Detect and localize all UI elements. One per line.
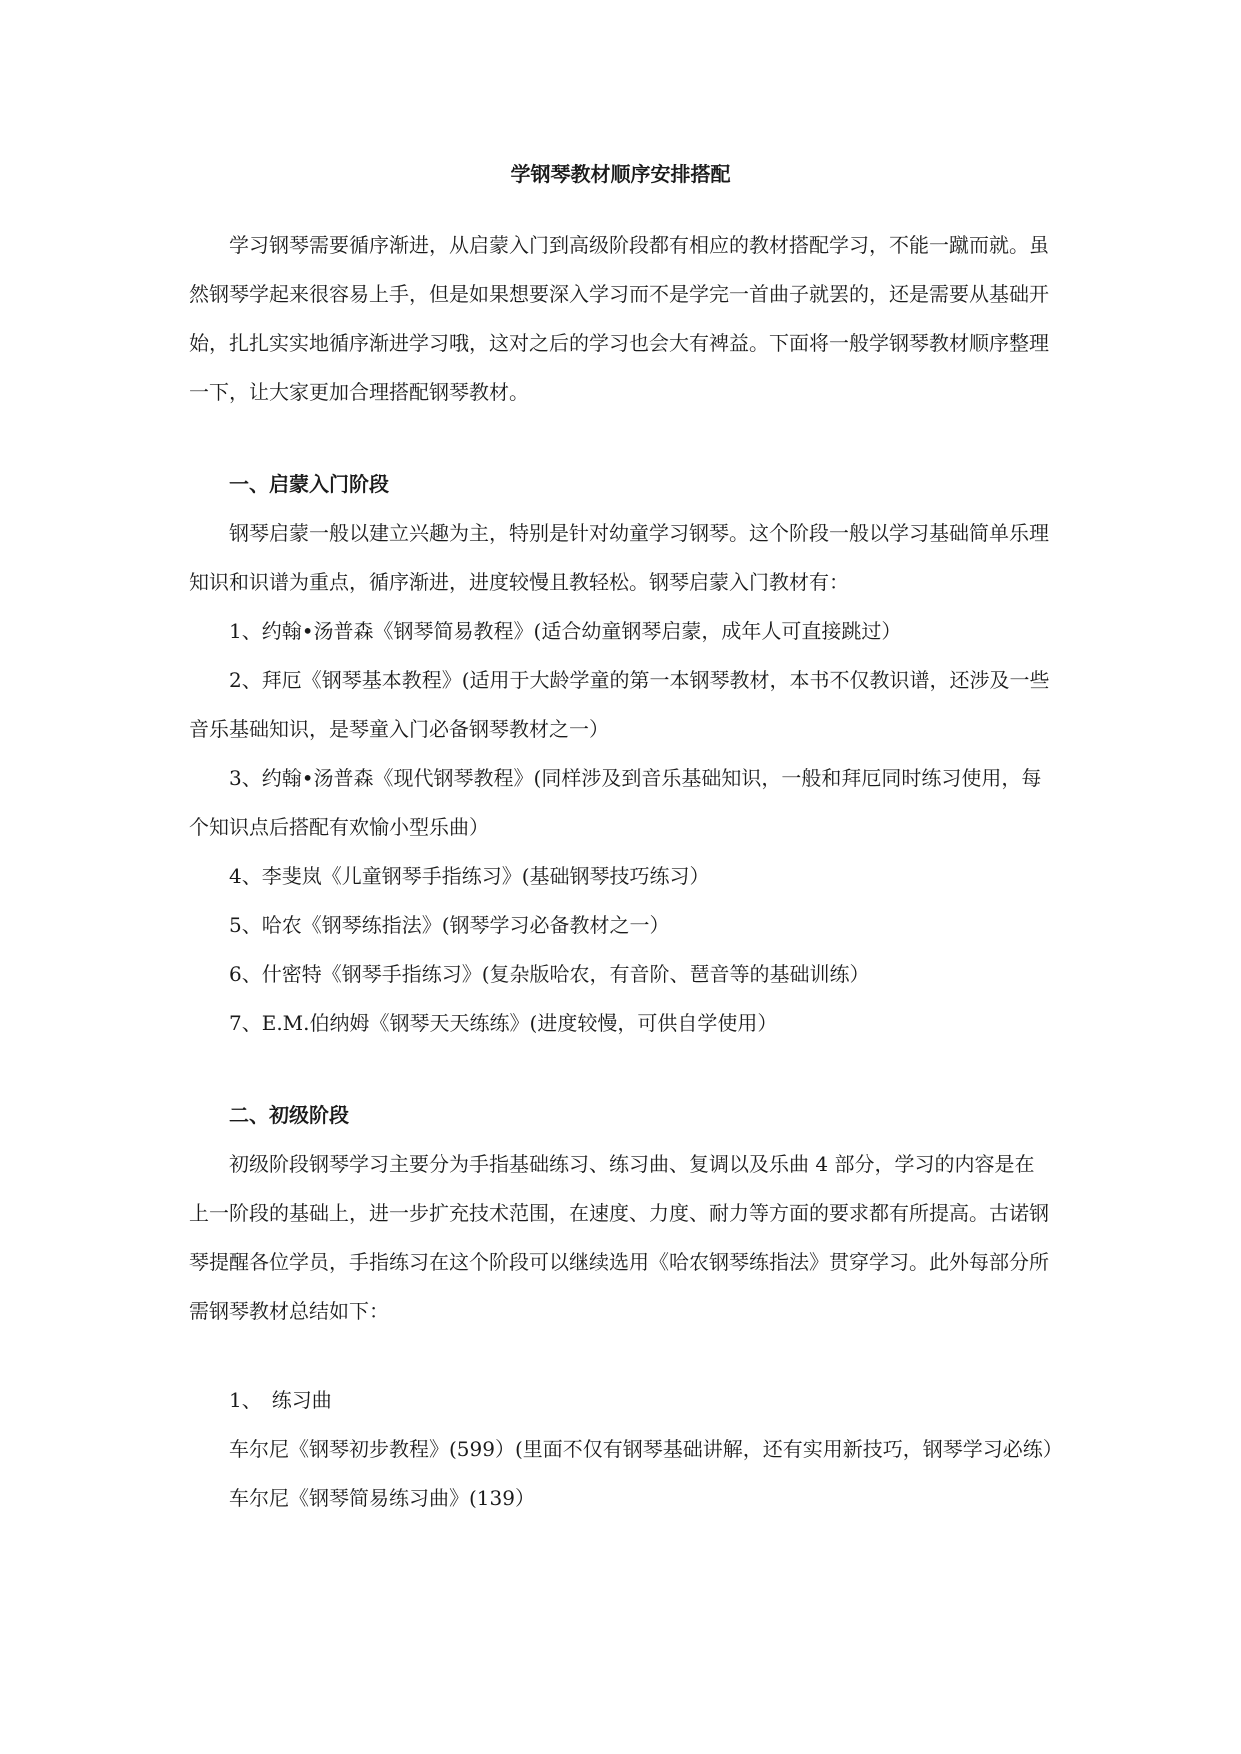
spacer <box>189 1048 1053 1091</box>
list-item: 5、哈农《钢琴练指法》(钢琴学习必备教材之一） <box>229 913 670 937</box>
spacer <box>189 1336 1053 1376</box>
intro-paragraph: 学习钢琴需要循序渐进，从启蒙入门到高级阶段都有相应的教材搭配学习，不能一蹴而就。虽然钢琴学起来很容易上手，但是如果想要深入学习而不是学完一首曲子就罢的，还是需要从基础开始，扎扎实实地循序渐进学习哦，这对之后的学习也会大有裨益。下面将一般学钢琴教材顺序整理一下，让大家更加合理搭配钢琴教材。 <box>189 233 1049 404</box>
list-item: 车尔尼《钢琴初步教程》(599）(里面不仅有钢琴基础讲解，还有实用新技巧，钢琴学习必练） <box>229 1437 1063 1461</box>
list-item: 1、约翰•汤普森《钢琴简易教程》(适合幼童钢琴启蒙，成年人可直接跳过） <box>229 619 902 643</box>
list-item: 7、E.M.伯纳姆《钢琴天天练练》(进度较慢，可供自学使用） <box>229 1011 778 1035</box>
list-item: 2、拜厄《钢琴基本教程》(适用于大龄学童的第一本钢琴教材，本书不仅教识谱，还涉及一些音乐基础知识，是琴童入门必备钢琴教材之一） <box>189 668 1050 741</box>
section-heading-beginner: 二、初级阶段 <box>229 1103 349 1127</box>
spacer <box>189 417 1053 460</box>
document-body <box>189 221 1063 1523</box>
section-intro-enlightenment: 钢琴启蒙一般以建立兴趣为主，特别是针对幼童学习钢琴。这个阶段一般以学习基础简单乐理知识和识谱为重点，循序渐进，进度较慢且教轻松。钢琴启蒙入门教材有： <box>189 521 1049 594</box>
section-intro-beginner: 初级阶段钢琴学习主要分为手指基础练习、练习曲、复调以及乐曲 4 部分，学习的内容是在上一阶段的基础上，进一步扩充技术范围，在速度、力度、耐力等方面的要求都有所提高。古诺钢琴提醒各位学员，手指练习在这个阶段可以继续选用《哈农钢琴练指法》贯穿学习。此外每部分所需钢琴教材总结如下： <box>189 1152 1049 1323</box>
list-item: 6、什密特《钢琴手指练习》(复杂版哈农，有音阶、琶音等的基础训练） <box>229 962 870 986</box>
subheading-etudes: 1、 练习曲 <box>229 1388 332 1412</box>
document-title: 学钢琴教材顺序安排搭配 <box>510 162 731 186</box>
list-item: 3、约翰•汤普森《现代钢琴教程》(同样涉及到音乐基础知识，一般和拜厄同时练习使用，每个知识点后搭配有欢愉小型乐曲） <box>189 766 1042 839</box>
list-item: 车尔尼《钢琴简易练习曲》(139） <box>229 1486 535 1510</box>
section-heading-enlightenment: 一、启蒙入门阶段 <box>229 472 389 496</box>
list-item: 4、李斐岚《儿童钢琴手指练习》(基础钢琴技巧练习） <box>229 864 710 888</box>
